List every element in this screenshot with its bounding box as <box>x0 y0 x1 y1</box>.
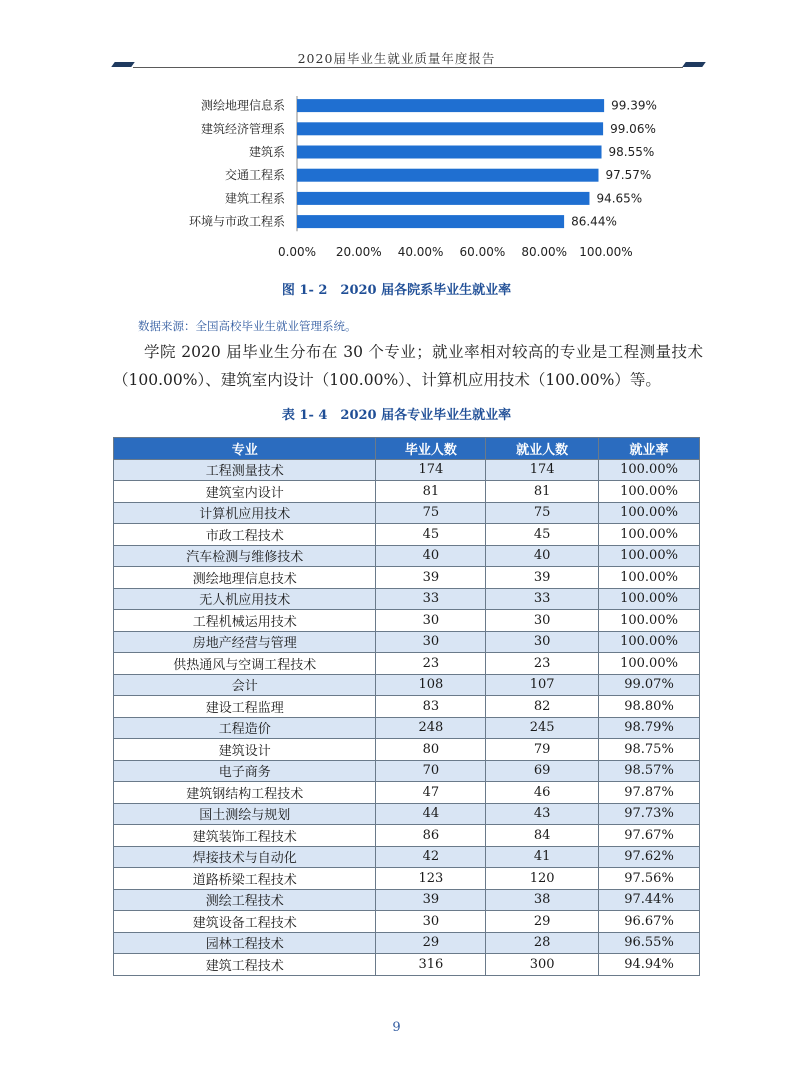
rate-cell: 97.87% <box>599 782 700 804</box>
table-row <box>114 459 700 481</box>
rate-cell: 100.00% <box>599 524 700 546</box>
major-cell: 建筑室内设计 <box>114 481 376 503</box>
x-tick-label: 100.00% <box>579 245 633 260</box>
graduates-cell: 39 <box>376 567 486 589</box>
category-label: 测绘地理信息系 <box>200 98 285 113</box>
table-row <box>114 502 700 524</box>
bar-value-label: 97.57% <box>605 168 652 183</box>
table-row <box>114 696 700 718</box>
graduates-cell: 33 <box>376 588 486 610</box>
major-cell: 国土测绘与规划 <box>114 803 376 825</box>
graduates-cell: 39 <box>376 889 486 911</box>
rate-cell: 98.57% <box>599 760 700 782</box>
graduates-cell: 248 <box>376 717 486 739</box>
employed-cell: 29 <box>486 911 599 933</box>
table-row <box>114 610 700 632</box>
bar <box>297 99 604 112</box>
major-cell: 焊接技术与自动化 <box>114 846 376 868</box>
table-caption: 表 1- 4 2020 届各专业毕业生就业率 <box>281 408 512 423</box>
table-row <box>114 846 700 868</box>
x-tick-label: 60.00% <box>459 245 506 260</box>
graduates-cell: 86 <box>376 825 486 847</box>
table-row <box>114 631 700 653</box>
employed-cell: 43 <box>486 803 599 825</box>
bar <box>297 169 598 182</box>
graduates-cell: 44 <box>376 803 486 825</box>
graduates-cell: 47 <box>376 782 486 804</box>
header-employed: 就业人数 <box>486 438 599 460</box>
major-employment-table <box>113 437 700 976</box>
table-row <box>114 825 700 847</box>
employed-cell: 46 <box>486 782 599 804</box>
employed-cell: 107 <box>486 674 599 696</box>
graduates-cell: 42 <box>376 846 486 868</box>
graduates-cell: 29 <box>376 932 486 954</box>
category-label: 环境与市政工程系 <box>188 214 285 229</box>
rate-cell: 100.00% <box>599 545 700 567</box>
table-row <box>114 760 700 782</box>
bar-value-label: 99.39% <box>611 98 657 113</box>
major-cell: 建设工程监理 <box>114 696 376 718</box>
major-cell: 工程造价 <box>114 717 376 739</box>
employed-cell: 28 <box>486 932 599 954</box>
x-tick-label: 20.00% <box>335 245 382 260</box>
graduates-cell: 40 <box>376 545 486 567</box>
major-cell: 测绘地理信息技术 <box>114 567 376 589</box>
graduates-cell: 108 <box>376 674 486 696</box>
employed-cell: 79 <box>486 739 599 761</box>
employed-cell: 23 <box>486 653 599 675</box>
rate-cell: 100.00% <box>599 631 700 653</box>
bar-value-label: 94.65% <box>596 191 643 206</box>
major-cell: 供热通风与空调工程技术 <box>114 653 376 675</box>
table-row <box>114 717 700 739</box>
header-rule <box>133 67 683 68</box>
table-row <box>114 889 700 911</box>
bar-value-label: 99.06% <box>610 121 656 136</box>
graduates-cell: 83 <box>376 696 486 718</box>
rate-cell: 96.67% <box>599 911 700 933</box>
table-row <box>114 674 700 696</box>
employed-cell: 30 <box>486 610 599 632</box>
graduates-cell: 23 <box>376 653 486 675</box>
category-label: 建筑工程系 <box>224 191 285 206</box>
table-header-row <box>114 438 700 460</box>
rate-cell: 97.73% <box>599 803 700 825</box>
table-row <box>114 545 700 567</box>
employed-cell: 75 <box>486 502 599 524</box>
employed-cell: 45 <box>486 524 599 546</box>
rate-cell: 94.94% <box>599 954 700 976</box>
employed-cell: 30 <box>486 631 599 653</box>
table-row <box>114 481 700 503</box>
rate-cell: 100.00% <box>599 502 700 524</box>
graduates-cell: 75 <box>376 502 486 524</box>
department-employment-bar-chart <box>0 80 793 265</box>
table-row <box>114 653 700 675</box>
major-cell: 建筑设计 <box>114 739 376 761</box>
major-cell: 建筑工程技术 <box>114 954 376 976</box>
rate-cell: 96.55% <box>599 932 700 954</box>
header-decoration-right <box>682 62 706 67</box>
major-cell: 会计 <box>114 674 376 696</box>
rate-cell: 97.67% <box>599 825 700 847</box>
rate-cell: 100.00% <box>599 610 700 632</box>
table-row <box>114 803 700 825</box>
graduates-cell: 174 <box>376 459 486 481</box>
table-row <box>114 524 700 546</box>
header-major: 专业 <box>114 438 376 460</box>
major-cell: 房地产经营与管理 <box>114 631 376 653</box>
graduates-cell: 30 <box>376 631 486 653</box>
bar-value-label: 98.55% <box>608 145 655 159</box>
major-cell: 计算机应用技术 <box>114 502 376 524</box>
employed-cell: 33 <box>486 588 599 610</box>
rate-cell: 98.80% <box>599 696 700 718</box>
employed-cell: 40 <box>486 545 599 567</box>
rate-cell: 98.79% <box>599 717 700 739</box>
rate-cell: 100.00% <box>599 481 700 503</box>
rate-cell: 98.75% <box>599 739 700 761</box>
x-tick-label: 0.00% <box>277 245 317 260</box>
x-tick-label: 80.00% <box>521 245 568 260</box>
major-cell: 测绘工程技术 <box>114 889 376 911</box>
table-row <box>114 739 700 761</box>
category-label: 建筑经济管理系 <box>200 121 285 136</box>
graduates-cell: 80 <box>376 739 486 761</box>
employed-cell: 82 <box>486 696 599 718</box>
graduates-cell: 123 <box>376 868 486 890</box>
employed-cell: 39 <box>486 567 599 589</box>
header-graduates: 毕业人数 <box>376 438 486 460</box>
bar <box>297 122 603 135</box>
bar <box>297 192 589 205</box>
employed-cell: 174 <box>486 459 599 481</box>
table-row <box>114 782 700 804</box>
category-label: 交通工程系 <box>224 168 285 183</box>
page-number: 9 <box>392 1020 401 1035</box>
table-row <box>114 911 700 933</box>
employed-cell: 120 <box>486 868 599 890</box>
rate-cell: 97.62% <box>599 846 700 868</box>
table-row <box>114 954 700 976</box>
major-cell: 建筑设备工程技术 <box>114 911 376 933</box>
major-cell: 工程测量技术 <box>114 459 376 481</box>
graduates-cell: 45 <box>376 524 486 546</box>
graduates-cell: 316 <box>376 954 486 976</box>
table-row <box>114 567 700 589</box>
employed-cell: 81 <box>486 481 599 503</box>
table-row <box>114 588 700 610</box>
major-cell: 建筑装饰工程技术 <box>114 825 376 847</box>
employed-cell: 38 <box>486 889 599 911</box>
table-row <box>114 932 700 954</box>
major-cell: 市政工程技术 <box>114 524 376 546</box>
figure-caption: 图 1- 2 2020 届各院系毕业生就业率 <box>281 283 512 298</box>
major-cell: 工程机械运用技术 <box>114 610 376 632</box>
major-cell: 道路桥梁工程技术 <box>114 868 376 890</box>
graduates-cell: 30 <box>376 610 486 632</box>
category-label: 建筑系 <box>248 145 285 159</box>
rate-cell: 97.44% <box>599 889 700 911</box>
header-employment-rate: 就业率 <box>599 438 700 460</box>
major-cell: 电子商务 <box>114 760 376 782</box>
graduates-cell: 30 <box>376 911 486 933</box>
major-cell: 园林工程技术 <box>114 932 376 954</box>
major-cell: 汽车检测与维修技术 <box>114 545 376 567</box>
header-title: 2020届毕业生就业质量年度报告 <box>297 51 496 66</box>
bar-value-label: 86.44% <box>571 214 617 229</box>
employed-cell: 41 <box>486 846 599 868</box>
x-tick-label: 40.00% <box>397 245 444 260</box>
employed-cell: 84 <box>486 825 599 847</box>
body-paragraph: 学院 2020 届毕业生分布在 30 个专业；就业率相对较高的专业是工程测量技术（100.00%）、建筑室内设计（100.00%）、计算机应用技术（100.00%）等。 <box>113 343 703 389</box>
major-cell: 建筑钢结构工程技术 <box>114 782 376 804</box>
rate-cell: 100.00% <box>599 653 700 675</box>
major-cell: 无人机应用技术 <box>114 588 376 610</box>
rate-cell: 100.00% <box>599 567 700 589</box>
employed-cell: 300 <box>486 954 599 976</box>
bar <box>297 215 564 228</box>
bar <box>297 146 602 159</box>
data-source-note: 数据来源：全国高校毕业生就业管理系统。 <box>138 319 357 333</box>
rate-cell: 99.07% <box>599 674 700 696</box>
rate-cell: 97.56% <box>599 868 700 890</box>
employed-cell: 69 <box>486 760 599 782</box>
rate-cell: 100.00% <box>599 459 700 481</box>
rate-cell: 100.00% <box>599 588 700 610</box>
table-row <box>114 868 700 890</box>
graduates-cell: 70 <box>376 760 486 782</box>
employed-cell: 245 <box>486 717 599 739</box>
graduates-cell: 81 <box>376 481 486 503</box>
